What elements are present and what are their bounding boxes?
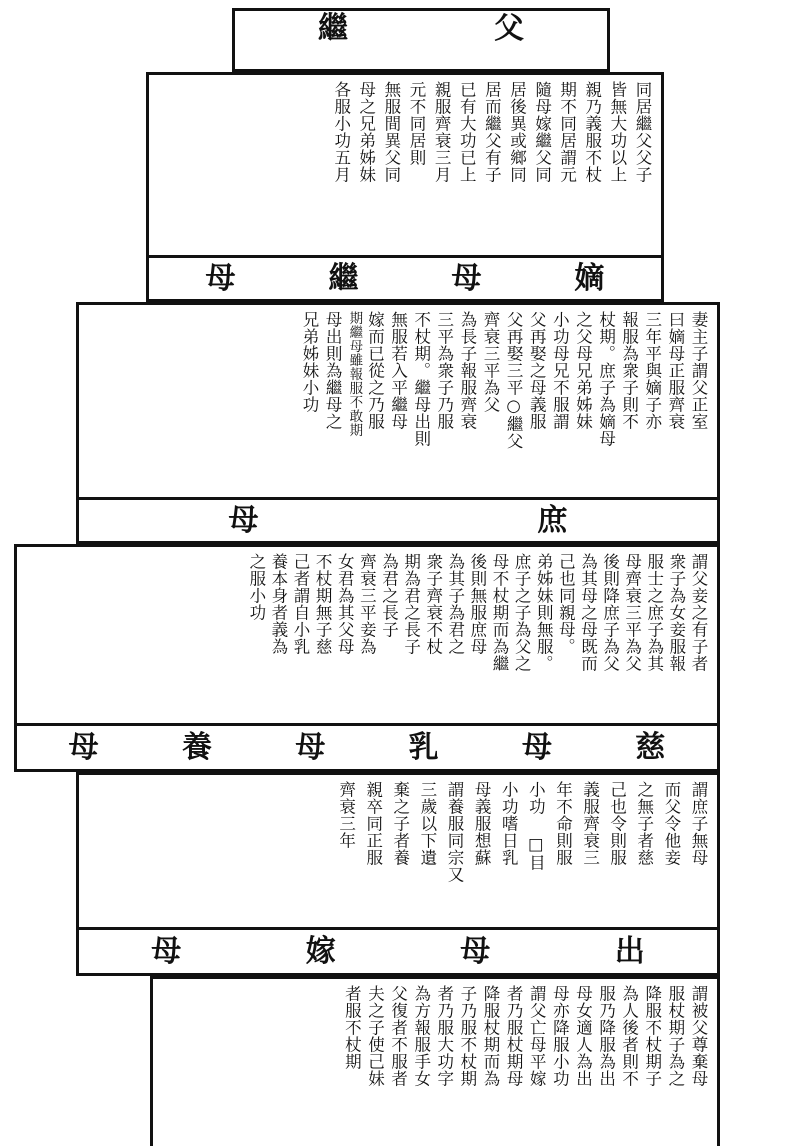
text-column: 三平為衆子乃服 bbox=[434, 311, 454, 430]
title-char: 母 bbox=[205, 260, 236, 296]
text-column: 母之兄弟姊妹 bbox=[356, 81, 376, 183]
section-shumu-title bbox=[76, 500, 720, 544]
text-column: 弟姊妹則無服。 bbox=[534, 553, 554, 672]
text-column: 曰嫡母正服齊衰 bbox=[665, 311, 685, 430]
text-column: 皆無大功以上 bbox=[607, 81, 627, 183]
title-band-dimu-jimu bbox=[149, 258, 661, 299]
text-column: 者乃服杖期母 bbox=[504, 985, 524, 1087]
section-cimu-rumu-yangmu-title bbox=[14, 726, 720, 772]
section-chumu-jiamu-body bbox=[150, 976, 720, 1146]
text-column: 養本身者義為 bbox=[268, 553, 288, 655]
text-column: 子乃服不杖期 bbox=[457, 985, 477, 1087]
section-shumu-body bbox=[14, 544, 720, 726]
title-char: 母 bbox=[460, 933, 491, 969]
text-column: 各服小功五月 bbox=[331, 81, 351, 183]
text-column: 父復者不服者 bbox=[388, 985, 408, 1087]
text-column: 母齊衰三平為父 bbox=[622, 553, 642, 672]
section-cimu-rumu-yangmu-body bbox=[76, 772, 720, 930]
text-column: 小功 □目 bbox=[526, 781, 546, 871]
text-column: 三歲以下遺 bbox=[417, 781, 437, 866]
title-char: 母 bbox=[151, 933, 182, 969]
text-column: 同居繼父父子 bbox=[633, 81, 652, 183]
text-column: 父再娶之母義服 bbox=[527, 311, 547, 430]
text-column: 之服小功 bbox=[246, 553, 266, 621]
text-column: 衆子齊衰不杖 bbox=[423, 553, 443, 655]
title-char: 母 bbox=[295, 729, 326, 765]
text-column: 為方報服手女 bbox=[411, 985, 431, 1087]
section-jifu-title-cap bbox=[232, 8, 610, 72]
title-band-cimu-rumu-yangmu bbox=[17, 726, 717, 769]
text-column: 妻主子謂父正室 bbox=[689, 311, 708, 430]
text-column: 母出則為繼母之 bbox=[323, 311, 343, 430]
title-char: 父 bbox=[494, 11, 524, 46]
text-column: 母亦降服小功 bbox=[550, 985, 570, 1087]
text-column: 小功母兄不服謂 bbox=[550, 311, 570, 430]
text-column: 期繼母雖報服不敢期 bbox=[346, 311, 363, 437]
text-column: 為其母之母既而 bbox=[578, 553, 598, 672]
text-column: 女君為其父母 bbox=[335, 553, 355, 655]
title-char: 繼 bbox=[328, 260, 359, 296]
text-column: 元不同居則 bbox=[407, 81, 427, 166]
text-column: 兄弟姊妹小功 bbox=[299, 311, 319, 413]
text-column: 謂父亡母平嫁 bbox=[527, 985, 547, 1087]
text-column: 棄之子者養 bbox=[390, 781, 410, 866]
text-column: 母義服想蘇 bbox=[472, 781, 492, 866]
title-char: 出 bbox=[614, 933, 645, 969]
text-column: 衆子為女妾服報 bbox=[666, 553, 686, 672]
title-band-chumu-jiamu bbox=[79, 930, 717, 973]
text-column: 夫之子使己妹 bbox=[365, 985, 385, 1087]
text-column: 居而繼父有子 bbox=[482, 81, 502, 183]
text-column: 已有大功已上 bbox=[457, 81, 477, 183]
text-column: 後則降庶子為父 bbox=[600, 553, 620, 672]
text-column: 三年平與嫡子亦 bbox=[642, 311, 662, 430]
text-column: 不杖期。繼母出則 bbox=[411, 311, 431, 447]
text-column: 者乃服大功字 bbox=[434, 985, 454, 1087]
text-column: 父再娶三平○繼父 bbox=[504, 311, 524, 450]
text-column: 親乃義服不杖 bbox=[582, 81, 602, 183]
text-column: 齊衰三年 bbox=[336, 781, 356, 849]
text-column: 親卒同正服 bbox=[363, 781, 383, 866]
text-column: 服乃降服為出 bbox=[596, 985, 616, 1087]
text-column: 庶子之子為父之 bbox=[512, 553, 532, 672]
text-column: 為其子為君之 bbox=[445, 553, 465, 655]
text-columns-cimu-rumu-yangmu bbox=[79, 775, 717, 927]
title-char: 嫁 bbox=[305, 933, 336, 969]
text-column: 謂養服同宗又 bbox=[445, 781, 465, 883]
text-column: 服杖期子為之 bbox=[665, 985, 685, 1087]
title-char: 養 bbox=[181, 729, 212, 765]
text-column: 杖期。庶子為嫡母 bbox=[596, 311, 616, 447]
text-columns-dimu-jimu bbox=[79, 305, 717, 497]
text-column: 謂庶子無母 bbox=[689, 781, 708, 866]
title-char: 繼 bbox=[318, 11, 348, 46]
text-column: 齊衰三平妾為 bbox=[357, 553, 377, 655]
text-column: 隨母嫁繼父同 bbox=[532, 81, 552, 183]
text-column: 己也令則服 bbox=[607, 781, 627, 866]
section-jifu-body bbox=[146, 72, 664, 258]
text-column: 而父令他妾 bbox=[661, 781, 681, 866]
section-dimu-jimu-title bbox=[146, 258, 664, 302]
text-column: 母女適人為出 bbox=[573, 985, 593, 1087]
text-columns-shumu bbox=[17, 547, 717, 723]
text-column: 謂被父尊棄母 bbox=[689, 985, 708, 1087]
title-char: 庶 bbox=[537, 502, 568, 538]
text-column: 為長子報服齊衰 bbox=[457, 311, 477, 430]
text-columns-jifu bbox=[149, 75, 661, 255]
text-column: 年不命則服 bbox=[553, 781, 573, 866]
title-char: 乳 bbox=[408, 729, 439, 765]
title-char: 嫡 bbox=[574, 260, 605, 296]
title-char: 母 bbox=[521, 729, 552, 765]
text-column: 後則無服庶母 bbox=[467, 553, 487, 655]
text-column: 服士之庶子為其 bbox=[644, 553, 664, 672]
title-char: 母 bbox=[228, 502, 259, 538]
text-column: 己也同親母。 bbox=[556, 553, 576, 655]
section-dimu-jimu-body bbox=[76, 302, 720, 500]
text-column: 小功嗜日乳 bbox=[499, 781, 519, 866]
text-column: 之父母兄弟姊妹 bbox=[573, 311, 593, 430]
text-column: 報服為衆子則不 bbox=[619, 311, 639, 430]
title-char: 母 bbox=[68, 729, 99, 765]
text-column: 者服不杖期 bbox=[342, 985, 362, 1070]
text-column: 嫁而已從之乃服 bbox=[365, 311, 385, 430]
text-column: 不杖期無子慈 bbox=[313, 553, 333, 655]
text-column: 親服齊衰三月 bbox=[432, 81, 452, 183]
text-column: 居後異或鄉同 bbox=[507, 81, 527, 183]
text-column: 謂父妾之有子者 bbox=[689, 553, 708, 672]
text-column: 之無子者慈 bbox=[634, 781, 654, 866]
title-char: 母 bbox=[451, 260, 482, 296]
text-column: 母不杖期而為繼 bbox=[490, 553, 510, 672]
text-column: 降服杖期而為 bbox=[481, 985, 501, 1087]
title-band-shumu bbox=[79, 500, 717, 541]
title-band-jifu bbox=[235, 11, 607, 47]
text-column: 無服若入平繼母 bbox=[388, 311, 408, 430]
text-column: 無服間異父同 bbox=[381, 81, 401, 183]
text-column: 為人後者則不 bbox=[619, 985, 639, 1087]
text-columns-chumu-jiamu bbox=[153, 979, 717, 1146]
title-char: 慈 bbox=[635, 729, 666, 765]
text-column: 期不同居謂元 bbox=[557, 81, 577, 183]
text-column: 義服齊衰三 bbox=[580, 781, 600, 866]
text-column: 期為君之長子 bbox=[401, 553, 421, 655]
section-chumu-jiamu-title bbox=[76, 930, 720, 976]
text-column: 己者謂自小乳 bbox=[291, 553, 311, 655]
text-column: 降服不杖期子 bbox=[642, 985, 662, 1087]
text-column: 齊衰三平為父 bbox=[481, 311, 501, 413]
text-column: 為君之長子 bbox=[379, 553, 399, 638]
